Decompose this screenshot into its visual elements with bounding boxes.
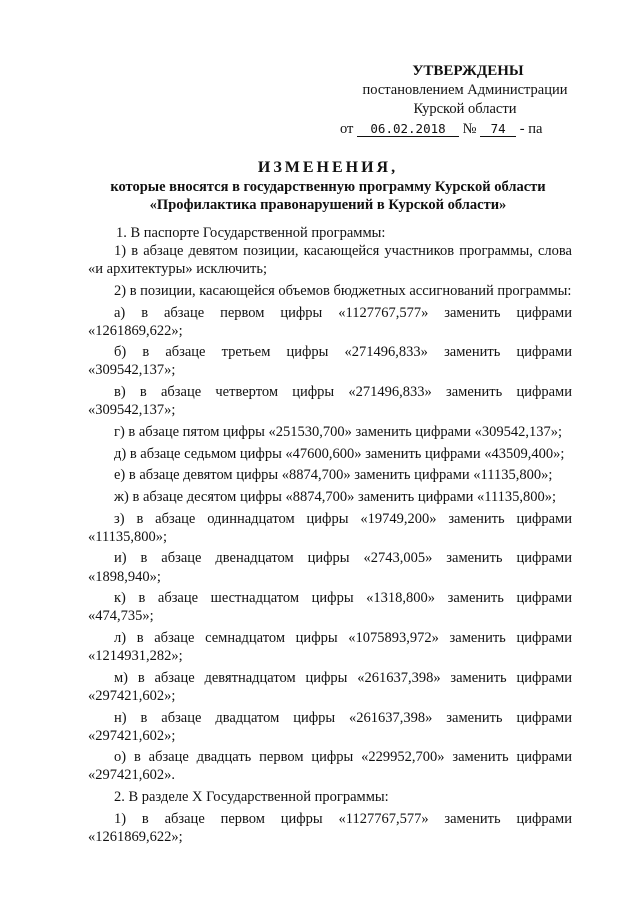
paragraph: н) в абзаце двадцатом цифры «261637,398» заменить цифрами «297421,602»; bbox=[88, 709, 572, 744]
approval-date-line bbox=[340, 120, 590, 139]
paragraph: л) в абзаце семнадцатом цифры «1075893,972» заменить цифрами «1214931,282»; bbox=[88, 630, 572, 665]
paragraph: 1. В паспорте Государственной программы: bbox=[116, 225, 386, 241]
approval-line-2: Курской области bbox=[413, 101, 517, 117]
heading-subtitle-2: «Профилактика правонарушений в Курской области» bbox=[149, 197, 507, 213]
heading-subtitle-1: которые вносятся в государственную программу Курской области bbox=[110, 179, 546, 195]
paragraph: 1) в абзаце девятом позиции, касающейся участников программы, слова «и архитектуры» исключить; bbox=[88, 243, 572, 278]
approval-number: 74 bbox=[480, 122, 516, 137]
paragraph: м) в абзаце девятнадцатом цифры «261637,398» заменить цифрами «297421,602»; bbox=[88, 669, 572, 704]
paragraph: 2. В разделе Х Государственной программы: bbox=[114, 789, 389, 806]
paragraph: г) в абзаце пятом цифры «251530,700» заменить цифрами «309542,137»; bbox=[114, 423, 562, 440]
approval-line-1: постановлением Администрации bbox=[362, 82, 568, 98]
paragraph: з) в абзаце одиннадцатом цифры «19749,200» заменить цифрами «11135,800»; bbox=[88, 510, 572, 545]
approval-block bbox=[340, 62, 590, 139]
number-sign: № bbox=[462, 121, 477, 137]
paragraph: ж) в абзаце десятом цифры «8874,700» заменить цифрами «11135,800»; bbox=[114, 488, 557, 505]
paragraph: 1) в абзаце первом цифры «1127767,577» заменить цифрами «1261869,622»; bbox=[88, 810, 572, 845]
paragraph: к) в абзаце шестнадцатом цифры «1318,800» заменить цифрами «474,735»; bbox=[88, 590, 572, 625]
paragraph: в) в абзаце четвертом цифры «271496,833» заменить цифрами «309542,137»; bbox=[88, 384, 572, 419]
paragraph: и) в абзаце двенадцатом цифры «2743,005» заменить цифрами «1898,940»; bbox=[88, 550, 572, 585]
document-heading bbox=[88, 157, 568, 214]
number-suffix: - па bbox=[519, 121, 543, 137]
document-body bbox=[88, 224, 572, 846]
date-prefix: от bbox=[340, 121, 354, 137]
paragraph: е) в абзаце девятом цифры «8874,700» заменить цифрами «11135,800»; bbox=[114, 467, 553, 484]
paragraph: о) в абзаце двадцать первом цифры «229952,700» заменить цифрами «297421,602». bbox=[88, 749, 572, 784]
approval-title: УТВЕРЖДЕНЫ bbox=[412, 63, 524, 79]
paragraph: б) в абзаце третьем цифры «271496,833» заменить цифрами «309542,137»; bbox=[88, 344, 572, 379]
paragraph: а) в абзаце первом цифры «1127767,577» заменить цифрами «1261869,622»; bbox=[88, 304, 572, 339]
approval-date: 06.02.2018 bbox=[357, 122, 459, 137]
heading-title: ИЗМЕНЕНИЯ, bbox=[257, 159, 399, 176]
paragraph: 2) в позиции, касающейся объемов бюджетных ассигнований программы: bbox=[114, 282, 572, 299]
paragraph: д) в абзаце седьмом цифры «47600,600» заменить цифрами «43509,400»; bbox=[114, 445, 565, 462]
